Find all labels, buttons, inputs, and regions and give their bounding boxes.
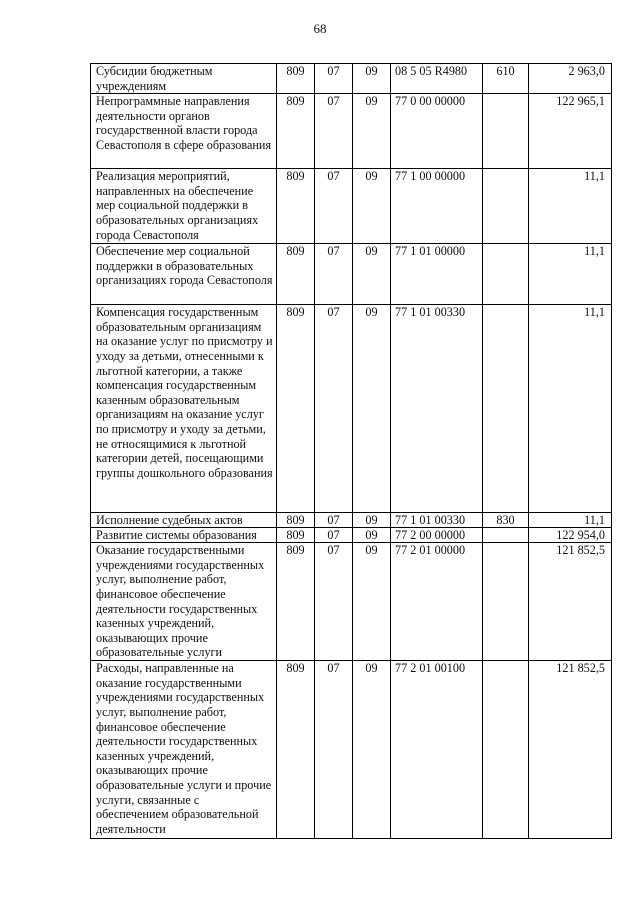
- row-grbs: 809: [277, 94, 315, 169]
- row-grbs: 809: [277, 661, 315, 839]
- row-name: Компенсация государственным образовательным организациям на оказание услуг по присмотру и уходу за детьми, отнесенными к льготной категории, а также компенсация государственным казенным образовательным организациям на оказание услуг по присмотру и уходу за детьми, не относящимися к льготной категории детей, посещающими группы дошкольного образования: [91, 305, 277, 513]
- row-amount: 11,1: [529, 244, 612, 305]
- row-target-article: 77 2 01 00100: [391, 661, 483, 839]
- row-amount: 122 954,0: [529, 528, 612, 543]
- row-grbs: 809: [277, 64, 315, 94]
- row-grbs: 809: [277, 543, 315, 661]
- row-name: Реализация мероприятий, направленных на обеспечение мер социальной поддержки в образовательных организациях города Севастополя: [91, 169, 277, 244]
- row-section: 07: [315, 661, 353, 839]
- row-name: Оказание государственными учреждениями государственных услуг, выполнение работ, финансовое обеспечение деятельности государственных казенных учреждений, оказывающих прочие образовательные услуги: [91, 543, 277, 661]
- row-section: 07: [315, 64, 353, 94]
- row-amount: 11,1: [529, 513, 612, 528]
- row-expense-type: [483, 169, 529, 244]
- budget-table: [90, 63, 612, 839]
- row-subsection: 09: [353, 543, 391, 661]
- row-name: Развитие системы образования: [91, 528, 277, 543]
- row-expense-type: [483, 244, 529, 305]
- table-row: [91, 64, 612, 94]
- page-number: 68: [313, 21, 327, 36]
- row-grbs: 809: [277, 513, 315, 528]
- row-target-article: 77 1 01 00330: [391, 513, 483, 528]
- row-name: Исполнение судебных актов: [91, 513, 277, 528]
- table-row: [91, 305, 612, 513]
- row-amount: 11,1: [529, 169, 612, 244]
- row-expense-type: 610: [483, 64, 529, 94]
- row-section: 07: [315, 305, 353, 513]
- row-expense-type: [483, 305, 529, 513]
- row-subsection: 09: [353, 94, 391, 169]
- row-amount: 11,1: [529, 305, 612, 513]
- row-amount: 122 965,1: [529, 94, 612, 169]
- row-expense-type: [483, 528, 529, 543]
- row-subsection: 09: [353, 169, 391, 244]
- row-expense-type: [483, 661, 529, 839]
- row-name: Расходы, направленные на оказание государственными учреждениями государственных услуг, выполнение работ, финансовое обеспечение деятельности государственных казенных учреждений, оказывающих прочие образовательные услуги и прочие услуги, связанные с обеспечением образовательной деятельности: [91, 661, 277, 839]
- row-target-article: 77 1 01 00330: [391, 305, 483, 513]
- row-target-article: 77 1 00 00000: [391, 169, 483, 244]
- row-target-article: 77 2 01 00000: [391, 543, 483, 661]
- row-section: 07: [315, 169, 353, 244]
- table-row: [91, 661, 612, 839]
- row-target-article: 77 1 01 00000: [391, 244, 483, 305]
- row-expense-type: [483, 94, 529, 169]
- row-subsection: 09: [353, 244, 391, 305]
- row-target-article: 77 2 00 00000: [391, 528, 483, 543]
- row-name: Непрограммные направления деятельности органов государственной власти города Севастополя в сфере образования: [91, 94, 277, 169]
- table-row: [91, 169, 612, 244]
- row-expense-type: 830: [483, 513, 529, 528]
- row-section: 07: [315, 513, 353, 528]
- row-subsection: 09: [353, 528, 391, 543]
- table-row: [91, 244, 612, 305]
- row-name: Субсидии бюджетным учреждениям: [91, 64, 277, 94]
- row-grbs: 809: [277, 169, 315, 244]
- row-name: Обеспечение мер социальной поддержки в образовательных организациях города Севастополя: [91, 244, 277, 305]
- row-target-article: 77 0 00 00000: [391, 94, 483, 169]
- row-amount: 121 852,5: [529, 543, 612, 661]
- row-section: 07: [315, 244, 353, 305]
- row-grbs: 809: [277, 305, 315, 513]
- table-row: [91, 513, 612, 528]
- row-expense-type: [483, 543, 529, 661]
- row-grbs: 809: [277, 528, 315, 543]
- row-subsection: 09: [353, 305, 391, 513]
- row-section: 07: [315, 94, 353, 169]
- row-target-article: 08 5 05 R4980: [391, 64, 483, 94]
- table-row: [91, 94, 612, 169]
- row-amount: 121 852,5: [529, 661, 612, 839]
- row-subsection: 09: [353, 661, 391, 839]
- row-subsection: 09: [353, 64, 391, 94]
- table-row: [91, 543, 612, 661]
- row-subsection: 09: [353, 513, 391, 528]
- row-section: 07: [315, 543, 353, 661]
- row-grbs: 809: [277, 244, 315, 305]
- table-row: [91, 528, 612, 543]
- row-section: 07: [315, 528, 353, 543]
- row-amount: 2 963,0: [529, 64, 612, 94]
